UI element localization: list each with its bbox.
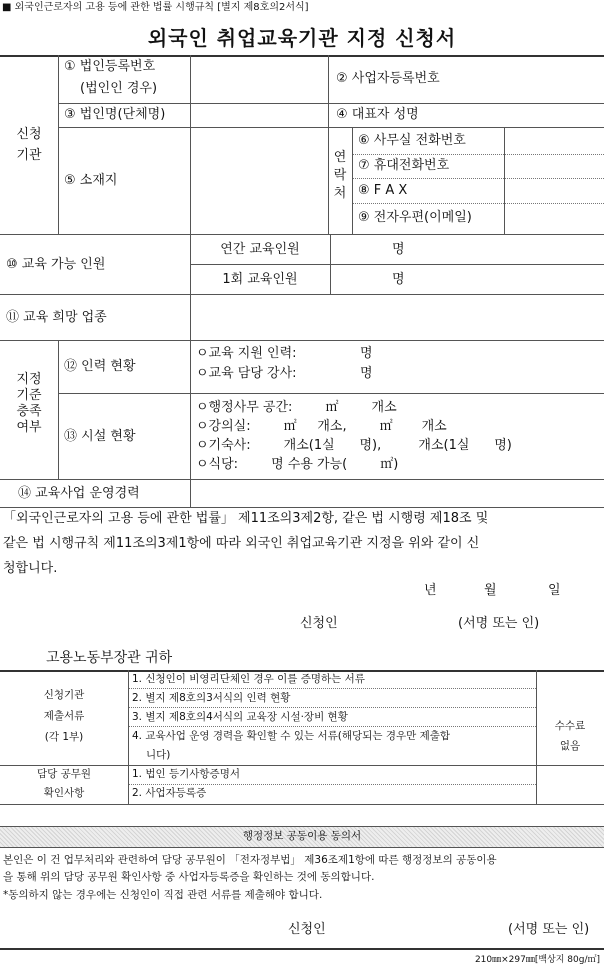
consent-signer-label: 신청인	[288, 922, 326, 937]
annual-capacity-unit: 명	[392, 242, 405, 257]
fee-value: 없음	[559, 740, 581, 752]
personnel-line-2-unit: 명	[360, 366, 373, 381]
consent-text-3: *동의하지 않는 경우에는 신청인이 직접 관련 서류를 제출해야 합니다.	[3, 889, 323, 901]
form-title: 외국인 취업교육기관 지정 신청서	[147, 26, 457, 50]
industry-label: ⑪ 교육 희망 업종	[6, 310, 107, 325]
legal-basis: ■ 외국인근로자의 고용 등에 관한 법률 시행규칙 [별지 제8호의2서식]	[2, 2, 309, 13]
consent-text-1: 본인은 이 건 업무처리와 관련하여 담당 공무원이 「전자정부법」 제36조제1항에 따른 행정정보의 공동이용	[3, 854, 497, 866]
personnel-line-1-unit: 명	[360, 346, 373, 361]
contact-label: 연 락 처	[333, 150, 347, 201]
date-day: 일	[548, 583, 561, 598]
declaration-line-2: 같은 법 시행규칙 제11조의3제1항에 따라 외국인 취업교육기관 지정을 위와 같이 신	[3, 536, 480, 551]
session-capacity-unit: 명	[392, 272, 405, 287]
email-label: ⑨ 전자우편(이메일)	[358, 210, 472, 225]
recipient: 고용노동부장관 귀하	[46, 650, 173, 666]
corp-name-label: ③ 법인명(단체명)	[64, 107, 166, 122]
personnel-line-2: ㅇ교육 담당 강사:	[196, 366, 297, 381]
document-item-continued: 니다)	[146, 749, 171, 761]
corp-reg-no-note: (법인인 경우)	[80, 81, 158, 96]
representative-label: ④ 대표자 성명	[336, 107, 419, 122]
date-month: 월	[484, 583, 497, 598]
experience-label: ⑭ 교육사업 운영경력	[18, 486, 140, 501]
business-reg-no-label: ② 사업자등록번호	[336, 71, 440, 86]
submit-label-1: 신청기관	[43, 689, 85, 701]
date-year: 년	[424, 583, 437, 598]
submit-label-2: 제출서류	[43, 710, 85, 722]
personnel-line-1: ㅇ교육 지원 인력:	[196, 346, 297, 361]
declaration-line-3: 청합니다.	[3, 561, 58, 576]
facility-line-3: ㅇ기숙사: 개소(1실 명), 개소(1실 명)	[196, 438, 512, 453]
applicant-signature: (서명 또는 인)	[458, 616, 540, 631]
facility-line-1: ㅇ행정사무 공간: ㎡ 개소	[196, 400, 397, 415]
capacity-label: ⑩ 교육 가능 인원	[6, 257, 106, 272]
consent-text-2: 을 통해 위의 담당 공무원 확인사항 중 사업자등록증을 확인하는 것에 동의합니다.	[3, 871, 375, 883]
corp-reg-no-label: ① 법인등록번호	[64, 59, 156, 74]
document-item: 1. 신청인이 비영리단체인 경우 이를 증명하는 서류	[132, 673, 365, 685]
officer-label-1: 담당 공무원	[36, 768, 92, 780]
personnel-label: ⑫ 인력 현황	[64, 359, 136, 374]
criteria-section-label: 지정 기준 충족 여부	[16, 372, 42, 435]
submit-label-3: (각 1부)	[44, 731, 84, 743]
document-item: 3. 별지 제8호의4서식의 교육장 시설·장비 현황	[132, 711, 348, 723]
paper-size: 210㎜×297㎜[백상지 80g/㎡]	[474, 955, 600, 965]
facility-line-2: ㅇ강의실: ㎡ 개소, ㎡ 개소	[196, 419, 447, 434]
officer-item: 1. 법인 등기사항증명서	[132, 768, 240, 780]
office-phone-label: ⑥ 사무실 전화번호	[358, 133, 466, 148]
consent-title: 행정정보 공동이용 동의서	[242, 830, 362, 842]
address-label: ⑤ 소재지	[64, 173, 118, 188]
consent-signature: (서명 또는 인)	[508, 922, 590, 937]
mobile-phone-label: ⑦ 휴대전화번호	[358, 158, 450, 173]
session-capacity-label: 1회 교육인원	[222, 272, 298, 287]
table-top-border	[0, 55, 604, 57]
annual-capacity-label: 연간 교육인원	[220, 242, 300, 257]
officer-label-2: 확인사항	[43, 787, 85, 799]
fax-label: ⑧ F A X	[358, 183, 408, 198]
fee-label: 수수료	[554, 720, 586, 732]
applicant-signer-label: 신청인	[300, 616, 338, 631]
facility-line-4: ㅇ식당: 명 수용 가능( ㎡)	[196, 457, 399, 472]
document-item: 4. 교육사업 운영 경력을 확인할 수 있는 서류(해당되는 경우만 제출합	[132, 730, 451, 742]
document-item: 2. 별지 제8호의3서식의 인력 현황	[132, 692, 291, 704]
applicant-section-label: 신청 기관	[16, 127, 42, 163]
declaration-line-1: 「외국인근로자의 고용 등에 관한 법률」 제11조의3제2항, 같은 법 시행령 제18조 및	[3, 511, 489, 526]
officer-item: 2. 사업자등록증	[132, 787, 207, 799]
facility-label: ⑬ 시설 현황	[64, 429, 136, 444]
